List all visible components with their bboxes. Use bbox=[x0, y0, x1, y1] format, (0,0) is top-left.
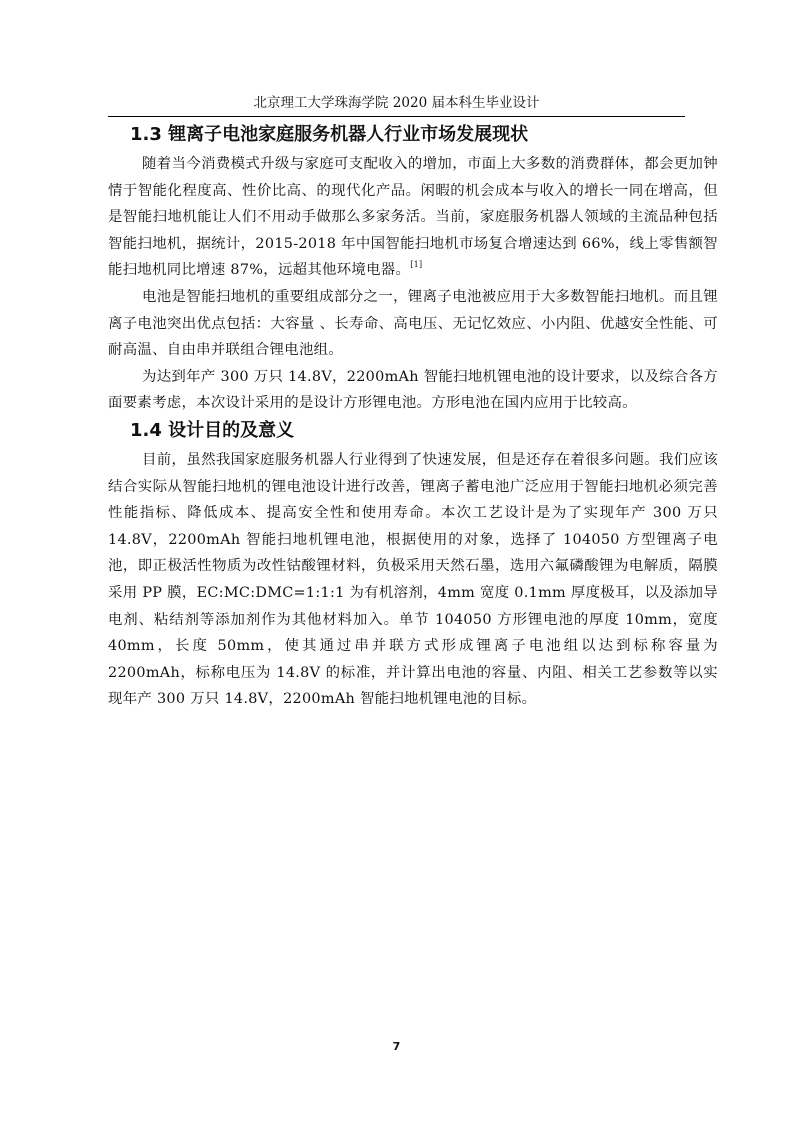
section-1-3 bbox=[108, 121, 718, 417]
page-number: 7 bbox=[392, 1040, 401, 1053]
citation-ref: [1] bbox=[410, 260, 423, 270]
paragraph bbox=[108, 151, 718, 284]
paragraph: 电池是智能扫地机的重要组成部分之一，锂离子电池被应用于大多数智能扫地机。而且锂离子电池突出优点包括：大容量 、长寿命、高电压、无记忆效应、小内阻、优越安全性能、可耐高温、自由串并联组合锂电池组。 bbox=[108, 288, 718, 359]
section-heading: 1.4 设计目的及意义 bbox=[130, 419, 295, 441]
running-header: 北京理工大学珠海学院 2020 届本科生毕业设计 bbox=[253, 95, 540, 111]
paragraph: 为达到年产 300 万只 14.8V，2200mAh 智能扫地机锂电池的设计要求，以及综合各方面要素考虑，本次设计采用的是设计方形锂电池。方形电池在国内应用于比较高。 bbox=[108, 368, 718, 412]
header-rule bbox=[108, 116, 685, 117]
paragraph-text: 随着当今消费模式升级与家庭可支配收入的增加，市面上大多数的消费群体，都会更加钟情于智能化程度高、性价比高、的现代化产品。闲暇的机会成本与收入的增长一同在增高，但是智能扫地机能让人们不用动手做那么多家务活。当前，家庭服务机器人领域的主流品种包括智能扫地机，据统计，2015-2018 年中国智能扫地机市场复合增速达到 66%，线上零售额智能扫地机同比增速 87%，远超其他环境电器。 bbox=[108, 156, 718, 279]
section-1-4 bbox=[108, 417, 718, 713]
section-heading: 1.3 锂离子电池家庭服务机器人行业市场发展现状 bbox=[130, 124, 529, 145]
page-body bbox=[108, 121, 718, 713]
paragraph: 目前，虽然我国家庭服务机器人行业得到了快速发展，但是还存在着很多问题。我们应该结合实际从智能扫地机的锂电池设计进行改善，锂离子蓄电池广泛应用于智能扫地机必须完善性能指标、降低成本、提高安全性和使用寿命。本次工艺设计是为了实现年产 300 万只 14.8V，2200mAh 智能扫地机锂电池，根据使用的对象，选择了 104050 方型锂离子电池，即正极活性物质为改性钴酸锂材料，负极采用天然石墨，选用六氟磷酸锂为电解质，隔膜采用 PP 膜，EC:MC:DMC=1:1:1 为有机溶剂，4mm 宽度 0.1mm 厚度极耳，以及添加导电剂、粘结剂等添加剂作为其他材料加入。单节 104050 方形锂电池的厚度 10mm，宽度 40mm，长度 50mm，使其通过串并联方式形成锂离子电池组以达到标称容量为 2200mAh，标称电压为 14.8V 的标准，并计算出电池的容量、内阻、相关工艺参数等以实现年产 300 万只 14.8V，2200mAh 智能扫地机锂电池的目标。 bbox=[108, 451, 718, 708]
